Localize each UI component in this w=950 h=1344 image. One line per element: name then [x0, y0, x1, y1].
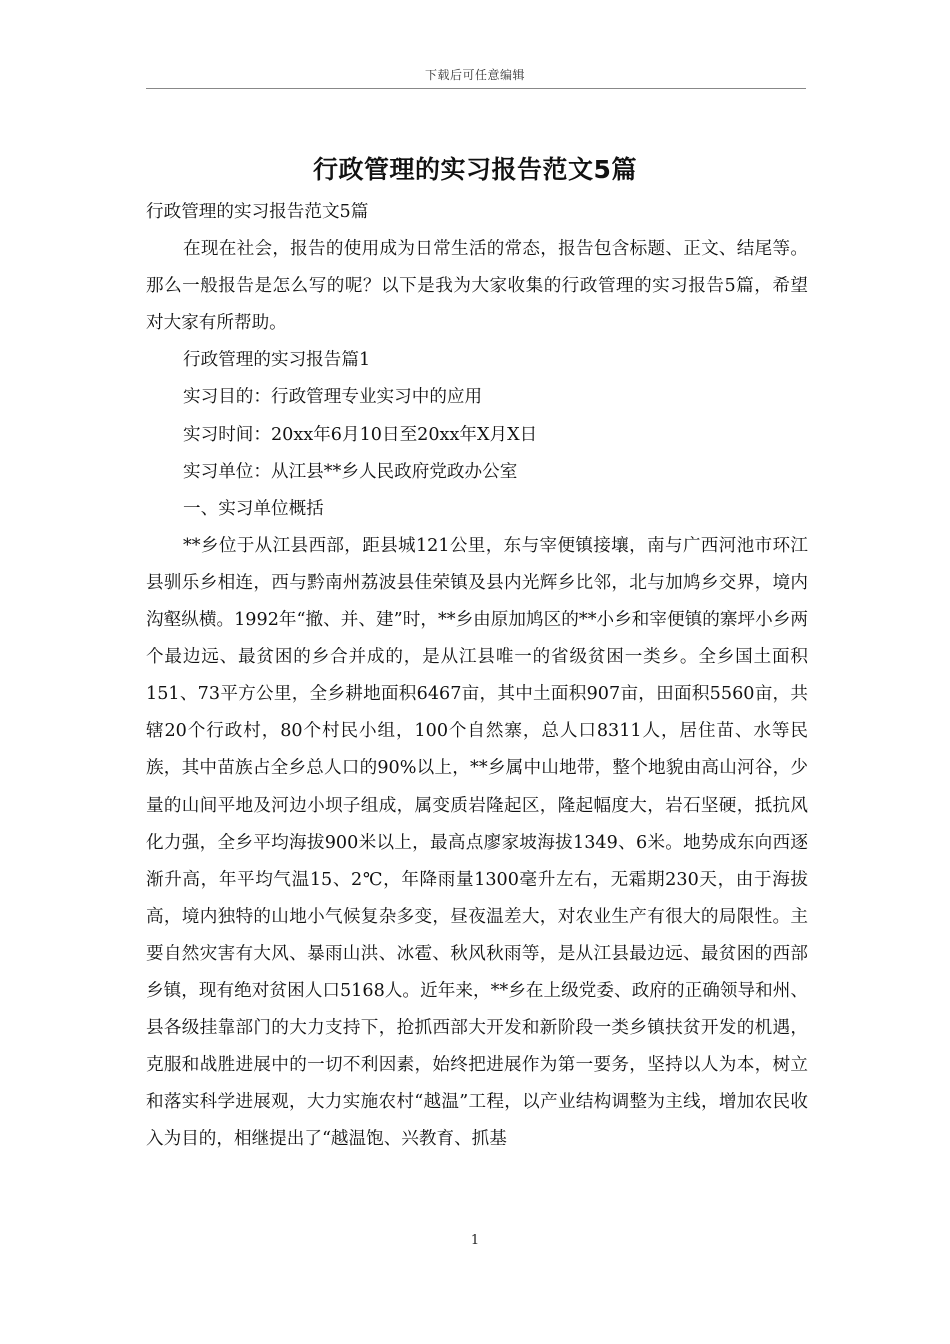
body-paragraph: **乡位于从江县西部，距县城121公里，东与宰便镇接壤，南与广西河池市环江县驯乐乡相连，西与黔南州荔波县佳荣镇及县内光辉乡比邻，北与加鸠乡交界，境内沟壑纵横。1992年“撤、并、建”时，**乡由原加鸠区的**小乡和宰便镇的寨坪小乡两个最边远、最贫困的乡合并成的，是从江县唯一的省级贫困一类乡。全乡国土面积151、73平方公里，全乡耕地面积6467亩，其中土面积907亩，田面积5560亩，共辖20个行政村，80个村民小组，100个自然寨，总人口8311人，居住苗、水等民族，其中苗族占全乡总人口的90%以上，**乡属中山地带，整个地貌由高山河谷，少量的山间平地及河边小坝子组成，属变质岩隆起区，隆起幅度大，岩石坚硬，抵抗风化力强，全乡平均海拔900米以上，最高点廖家坡海拔1349、6米。地势成东向西逐渐升高，年平均气温15、2℃，年降雨量1300毫升左右，无霜期230天，由于海拔高，境内独特的山地小气候复杂多变，昼夜温差大，对农业生产有很大的局限性。主要自然灾害有大风、暴雨山洪、冰雹、秋风秋雨等，是从江县最边远、最贫困的西部乡镇，现有绝对贫困人口5168人。近年来，**乡在上级党委、政府的正确领导和州、县各级挂靠部门的大力支持下，抢抓西部大开发和新阶段一类乡镇扶贫开发的机遇，克服和战胜进展中的一切不利因素，始终把进展作为第一要务，坚持以人为本，树立和落实科学进展观，大力实施农村“越温”工程，以产业结构调整为主线，增加农民收入为目的，相继提出了“越温饱、兴教育、抓基 — [146, 535, 808, 1150]
intro-paragraph: 在现在社会，报告的使用成为日常生活的常态，报告包含标题、正文、结尾等。那么一般报告是怎么写的呢？以下是我为大家收集的行政管理的实习报告5篇，希望对大家有所帮助。 — [146, 239, 808, 334]
section-title: 行政管理的实习报告篇1 — [183, 350, 371, 371]
heading-unit-overview: 一、实习单位概括 — [183, 498, 324, 519]
document-title: 行政管理的实习报告范文5篇 — [313, 155, 637, 184]
header-divider — [146, 88, 806, 89]
internship-time: 实习时间：20xx年6月10日至20xx年X月X日 — [183, 424, 538, 445]
internship-purpose: 实习目的：行政管理专业实习中的应用 — [183, 387, 483, 408]
internship-unit: 实习单位：从江县**乡人民政府党政办公室 — [183, 461, 518, 482]
document-subtitle: 行政管理的实习报告范文5篇 — [146, 202, 369, 222]
document-body — [146, 194, 808, 1158]
page-number: 1 — [470, 1233, 480, 1248]
header-note: 下载后可任意编辑 — [424, 68, 525, 82]
